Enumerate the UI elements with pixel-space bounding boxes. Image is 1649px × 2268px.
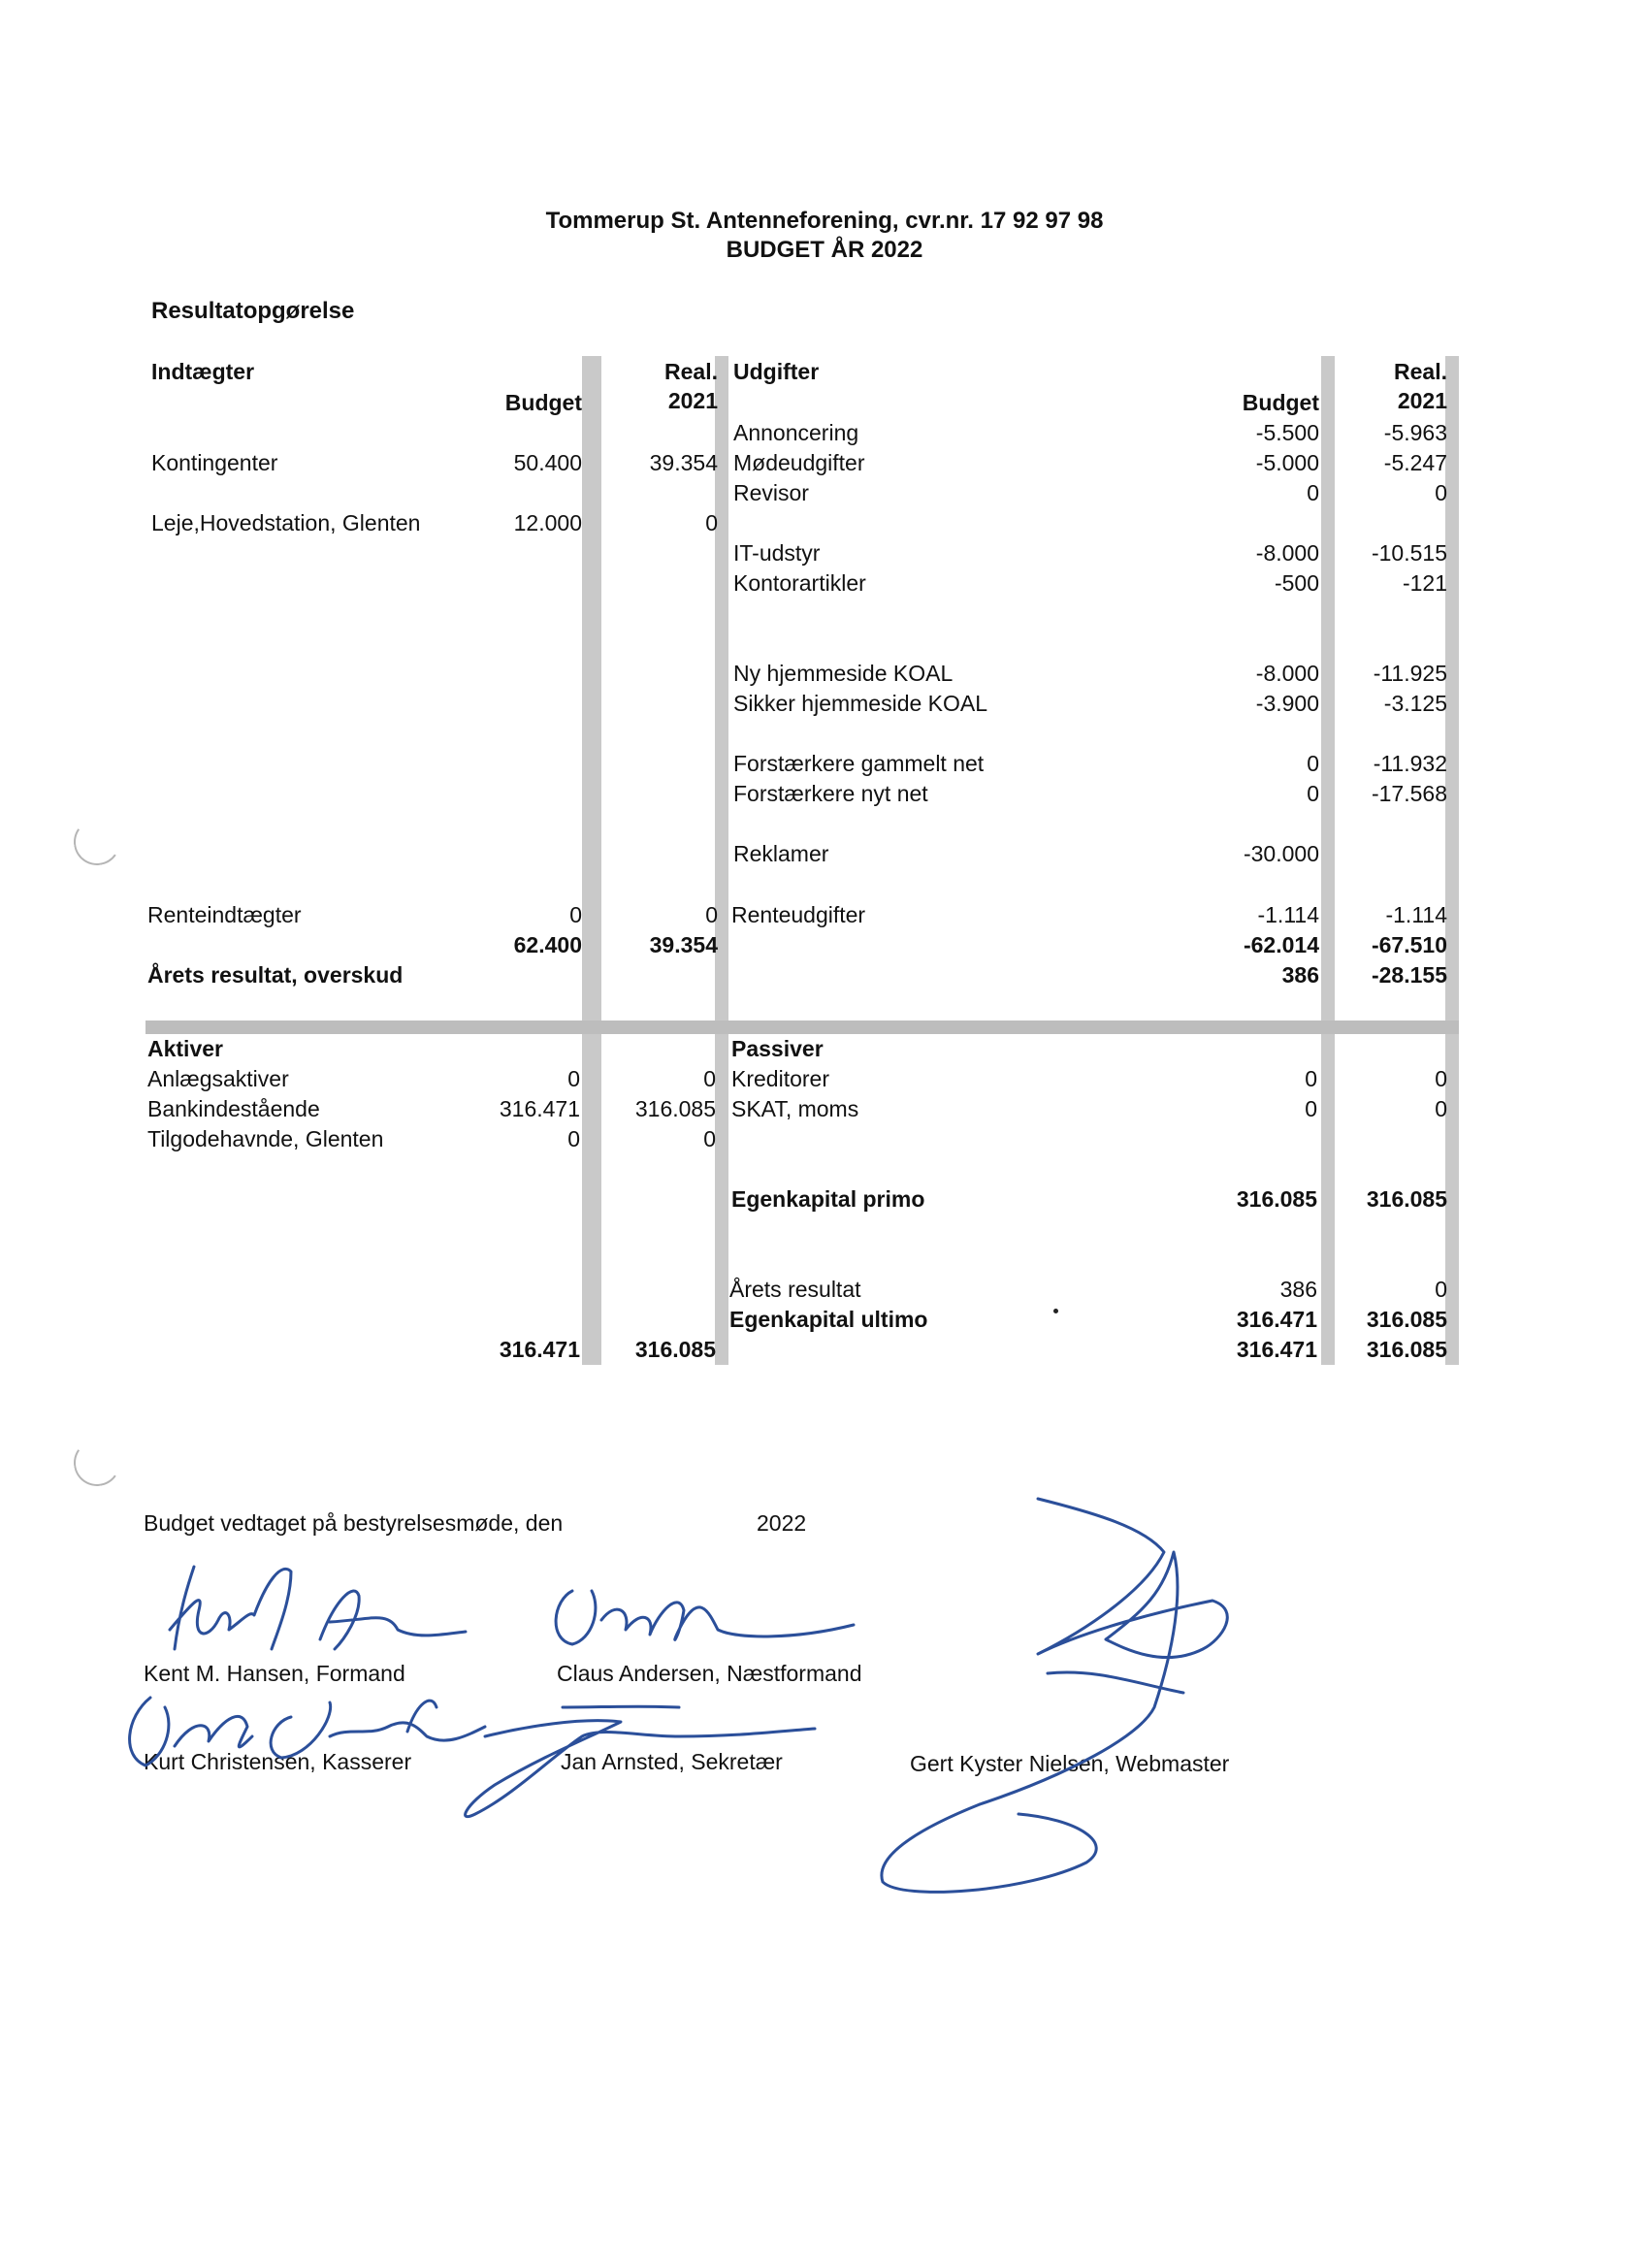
result-label: Årets resultat, overskud	[147, 962, 404, 988]
income-budget: 12.000	[513, 510, 582, 535]
liability-real: 0	[1435, 1066, 1447, 1091]
expense-label: Forstærkere gammelt net	[733, 751, 985, 776]
expense-label: Kontorartikler	[733, 570, 866, 596]
expense-budget: 0	[1307, 781, 1319, 806]
assets-heading: Aktiver	[147, 1036, 223, 1061]
expense-real: -11.932	[1373, 751, 1447, 776]
asset-label: Bankindestående	[147, 1096, 320, 1121]
expense-budget: -500	[1274, 570, 1319, 596]
income-real: 0	[705, 510, 718, 535]
expense-budget: 0	[1307, 751, 1319, 776]
equity-ultimo-budget: 316.471	[1236, 1307, 1317, 1332]
liabilities-total-budget: 316.471	[1236, 1337, 1317, 1362]
signatory-name: Claus Andersen, Næstformand	[557, 1661, 862, 1686]
expense-col-year: 2021	[1397, 388, 1447, 413]
asset-budget: 0	[567, 1126, 580, 1151]
income-total-real: 39.354	[649, 932, 718, 957]
asset-label: Tilgodehavnde, Glenten	[147, 1126, 384, 1151]
expense-budget: -8.000	[1255, 540, 1319, 566]
document-title: Tommerup St. Antenneforening, cvr.nr. 17 92 97 98	[545, 208, 1104, 234]
expense-real: -3.125	[1383, 691, 1447, 716]
year-result-budget: 386	[1279, 1277, 1317, 1302]
income-col-real: Real.	[664, 359, 718, 384]
equity-primo-label: Egenkapital primo	[731, 1186, 925, 1212]
income-col-year: 2021	[667, 388, 718, 413]
liability-real: 0	[1435, 1096, 1447, 1121]
expense-label: IT-udstyr	[733, 540, 821, 566]
approval-year: 2022	[757, 1510, 807, 1536]
liability-label: Kreditorer	[731, 1066, 829, 1091]
income-budget: 0	[569, 902, 582, 927]
signature-kurt	[130, 1698, 252, 1766]
expense-real: -1.114	[1385, 902, 1447, 927]
expense-label: Ny hjemmeside KOAL	[733, 661, 954, 686]
expense-total-real: -67.510	[1371, 932, 1447, 957]
year-result-real: 0	[1435, 1277, 1447, 1302]
expense-col-budget: Budget	[1242, 390, 1319, 415]
expense-real: -10.515	[1371, 540, 1447, 566]
equity-ultimo-real: 316.085	[1366, 1307, 1447, 1332]
asset-real: 316.085	[634, 1096, 716, 1121]
income-budget: 50.400	[513, 450, 582, 475]
income-real: 39.354	[649, 450, 718, 475]
assets-total-real: 316.085	[634, 1337, 716, 1362]
expense-label: Mødeudgifter	[733, 450, 865, 475]
signatory-name: Kurt Christensen, Kasserer	[144, 1749, 412, 1774]
result-real: -28.155	[1371, 962, 1447, 988]
expense-label: Revisor	[733, 480, 809, 505]
asset-label: Anlægsaktiver	[147, 1066, 289, 1091]
expense-budget: -5.500	[1255, 420, 1319, 445]
expense-label: Renteudgifter	[731, 902, 866, 927]
equity-primo-budget: 316.085	[1236, 1186, 1317, 1212]
signature-kent	[170, 1567, 291, 1649]
document-subtitle: BUDGET ÅR 2022	[726, 237, 923, 263]
liability-label: SKAT, moms	[731, 1096, 859, 1121]
expense-total-budget: -62.014	[1243, 932, 1319, 957]
liabilities-heading: Passiver	[731, 1036, 824, 1061]
income-label: Renteindtægter	[147, 902, 302, 927]
income-real: 0	[705, 902, 718, 927]
expense-label: Forstærkere nyt net	[733, 781, 928, 806]
expense-real: 0	[1435, 480, 1447, 505]
signature-jan	[466, 1706, 815, 1817]
expense-real: -121	[1402, 570, 1447, 596]
approval-text: Budget vedtaget på bestyrelsesmøde, den	[144, 1510, 564, 1536]
income-heading: Indtægter	[151, 359, 255, 384]
asset-budget: 0	[567, 1066, 580, 1091]
income-total-budget: 62.400	[513, 932, 582, 957]
liability-budget: 0	[1305, 1066, 1317, 1091]
expense-label: Reklamer	[733, 841, 829, 866]
signatory-name: Gert Kyster Nielsen, Webmaster	[910, 1751, 1230, 1776]
expense-budget: -8.000	[1255, 661, 1319, 686]
income-label: Leje,Hovedstation, Glenten	[151, 510, 421, 535]
expense-col-real: Real.	[1394, 359, 1447, 384]
expense-budget: -1.114	[1257, 902, 1319, 927]
equity-primo-real: 316.085	[1366, 1186, 1447, 1212]
asset-real: 0	[703, 1066, 716, 1091]
expense-real: -5.247	[1383, 450, 1447, 475]
expense-budget: -30.000	[1243, 841, 1319, 866]
expense-budget: -3.900	[1255, 691, 1319, 716]
expense-label: Annoncering	[733, 420, 859, 445]
expense-real: -17.568	[1371, 781, 1447, 806]
expense-heading: Udgifter	[733, 359, 820, 384]
year-result-label: Årets resultat	[729, 1277, 861, 1302]
expense-budget: -5.000	[1255, 450, 1319, 475]
equity-ultimo-label: Egenkapital ultimo	[729, 1307, 928, 1332]
expense-real: -5.963	[1383, 420, 1447, 445]
expense-label: Sikker hjemmeside KOAL	[733, 691, 988, 716]
asset-real: 0	[703, 1126, 716, 1151]
liability-budget: 0	[1305, 1096, 1317, 1121]
signature-claus	[556, 1591, 854, 1644]
expense-real: -11.925	[1373, 661, 1447, 686]
expense-budget: 0	[1307, 480, 1319, 505]
signatory-name: Jan Arnsted, Sekretær	[561, 1749, 783, 1774]
income-col-budget: Budget	[504, 390, 582, 415]
signature-gert	[980, 1499, 1227, 1804]
assets-total-budget: 316.471	[499, 1337, 580, 1362]
signatory-name: Kent M. Hansen, Formand	[144, 1661, 405, 1686]
income-label: Kontingenter	[151, 450, 278, 475]
liabilities-total-real: 316.085	[1366, 1337, 1447, 1362]
result-budget: 386	[1281, 962, 1319, 988]
section-title: Resultatopgørelse	[151, 298, 355, 324]
asset-budget: 316.471	[499, 1096, 580, 1121]
